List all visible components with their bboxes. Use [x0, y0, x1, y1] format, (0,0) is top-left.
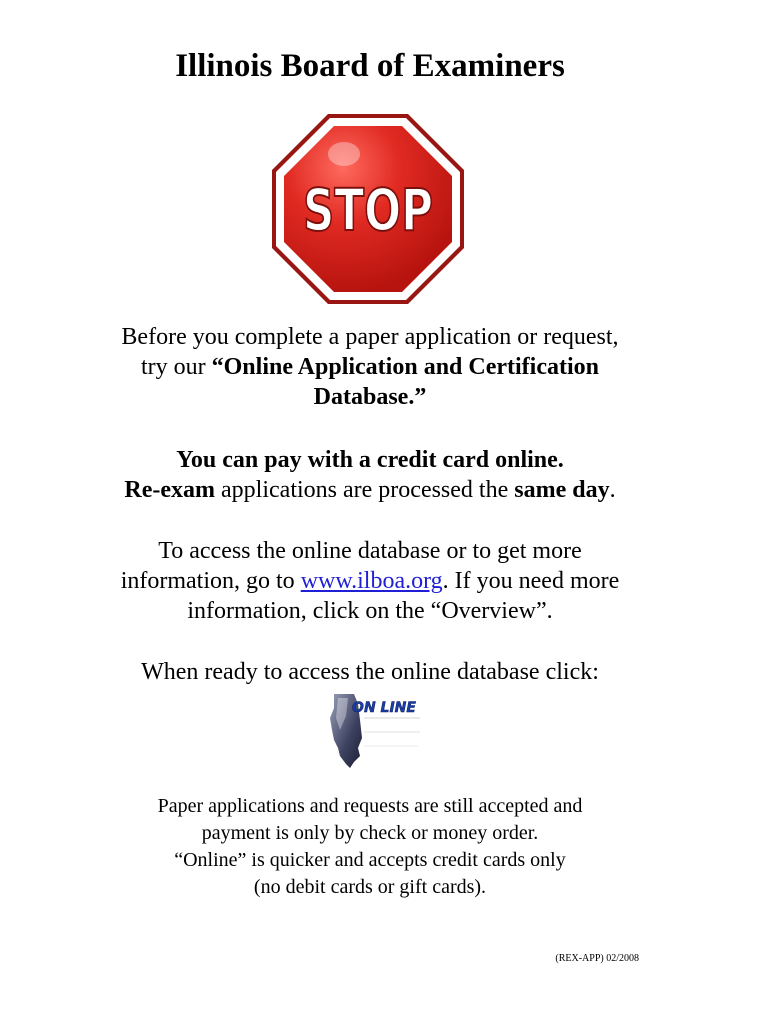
credit-card-paragraph	[60, 445, 680, 505]
intro-line-2-prefix: try our	[140, 354, 212, 380]
online-database-button[interactable]	[328, 690, 422, 770]
access-info-paragraph	[60, 536, 680, 626]
access-line-2-suffix: . If you need more	[442, 568, 620, 594]
access-line-3: information, click on the “Overview”.	[187, 598, 553, 624]
intro-line-3	[60, 382, 680, 412]
credit-card-text: You can pay with a credit card online.	[176, 447, 564, 473]
paper-line-2: payment is only by check or money order.	[201, 822, 539, 844]
paper-line-3: “Online” is quicker and accepts credit cards only	[174, 849, 566, 871]
form-code-footer: (REX-APP) 02/2008	[555, 953, 639, 964]
re-exam-text: Re-exam	[124, 477, 216, 503]
same-day-text: same day	[514, 477, 610, 503]
ready-paragraph: When ready to access the online database click:	[141, 659, 599, 685]
credit-card-line	[60, 445, 680, 475]
access-line-1: To access the online database or to get more	[158, 538, 582, 564]
online-button-label: ON LINE	[352, 700, 416, 716]
access-line-2-prefix: information, go to	[120, 568, 301, 594]
re-exam-middle-text: applications are processed the	[215, 477, 515, 503]
page-title: Illinois Board of Examiners	[175, 48, 565, 84]
paper-line-4: (no debit cards or gift cards).	[253, 876, 487, 898]
ilboa-link[interactable]: www.ilboa.org	[300, 568, 443, 594]
online-app-name-part-1: “Online Application and Certification	[211, 354, 600, 380]
intro-paragraph	[60, 322, 680, 412]
online-app-name-part-2: Database.”	[313, 384, 427, 410]
paper-applications-paragraph	[60, 793, 680, 901]
re-exam-line	[60, 475, 680, 505]
intro-line-2	[60, 352, 680, 382]
paper-line-1: Paper applications and requests are still accepted and	[157, 795, 583, 817]
intro-line-1: Before you complete a paper application or request,	[121, 324, 619, 350]
re-exam-end-text: .	[609, 477, 616, 503]
stop-sign-icon	[266, 106, 470, 310]
access-line-2	[60, 566, 680, 596]
stop-sign-text: STOP	[303, 176, 433, 244]
